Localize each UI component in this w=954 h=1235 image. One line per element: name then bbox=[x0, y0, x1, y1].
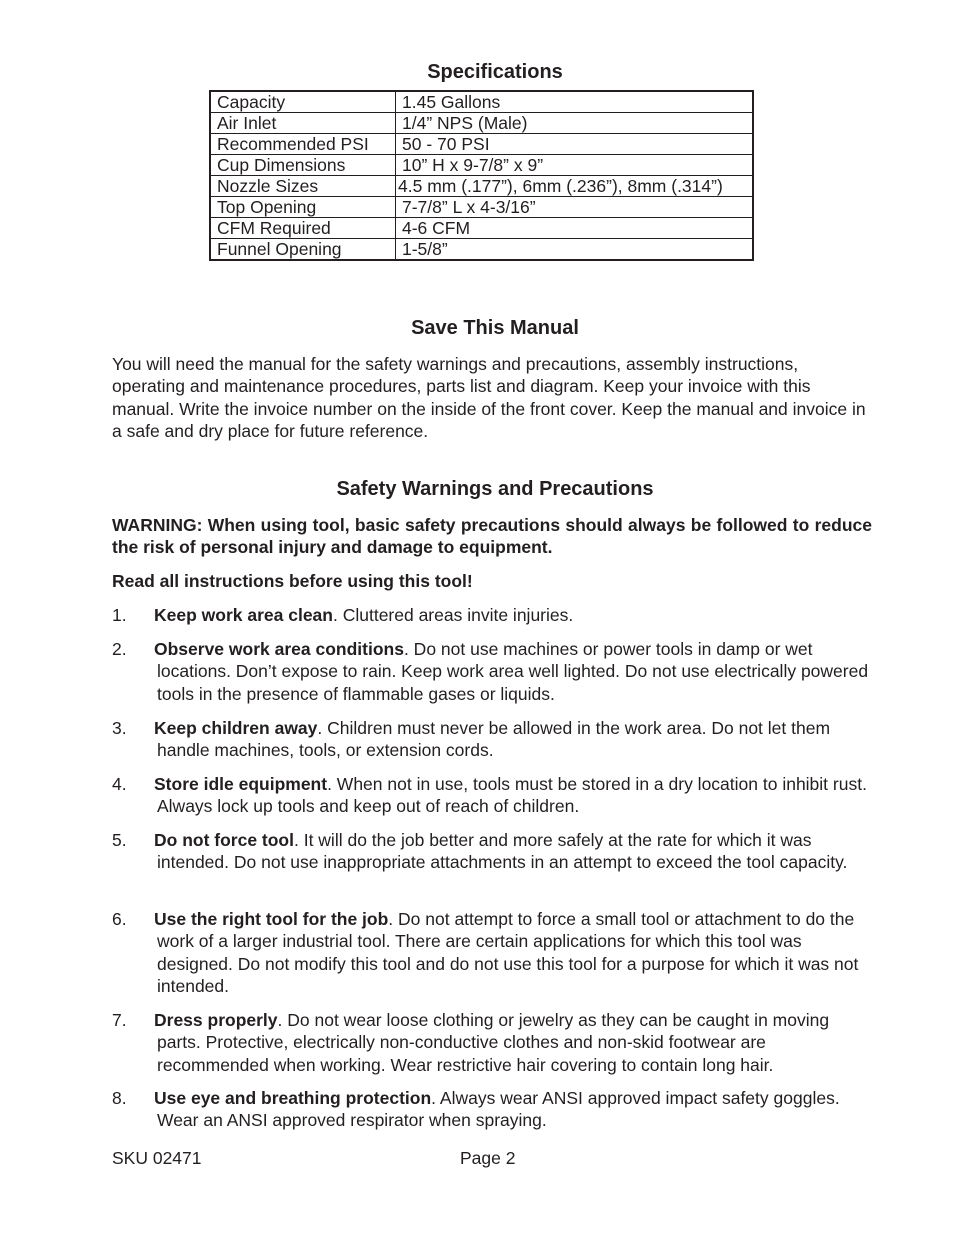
item-body bbox=[112, 908, 872, 998]
list-item bbox=[112, 717, 872, 762]
table-row bbox=[210, 239, 753, 261]
save-manual-heading: Save This Manual bbox=[411, 317, 579, 339]
spec-value: 50 - 70 PSI bbox=[396, 134, 754, 155]
item-number: 7. bbox=[112, 1010, 127, 1030]
spec-label: Capacity bbox=[210, 91, 396, 113]
spec-label: Nozzle Sizes bbox=[210, 176, 396, 197]
item-title: Do not force tool bbox=[154, 830, 294, 850]
warning-text: WARNING: When using tool, basic safety precautions should always be followed to reduce the risk of personal injury and damage to equipment. bbox=[112, 515, 872, 558]
read-instructions-text: Read all instructions before using this tool! bbox=[112, 571, 473, 591]
list-item bbox=[112, 829, 872, 874]
item-title: Use the right tool for the job bbox=[154, 909, 389, 929]
list-item bbox=[112, 908, 872, 998]
table-row bbox=[210, 218, 753, 239]
spec-label: Air Inlet bbox=[210, 113, 396, 134]
item-title: Observe work area conditions bbox=[154, 639, 404, 659]
specifications-table bbox=[209, 90, 754, 261]
item-text: . Do not attempt to force a small tool or attachment to do the work of a larger industrial tool. There are certain applications for which this tool was designed. Do not modify this tool and do not use this tool for a purpose for which it was not intended. bbox=[157, 909, 859, 997]
item-body bbox=[112, 1087, 872, 1132]
spec-value: 10” H x 9-7/8” x 9” bbox=[396, 155, 754, 176]
spec-value: 4-6 CFM bbox=[396, 218, 754, 239]
spec-label: CFM Required bbox=[210, 218, 396, 239]
specifications-heading: Specifications bbox=[427, 61, 563, 83]
table-row bbox=[210, 113, 753, 134]
item-text: . Cluttered areas invite injuries. bbox=[332, 605, 574, 625]
item-text: . Do not wear loose clothing or jewelry as they can be caught in moving parts. Protective, electrically non-conductive clothes and non-skid footwear are recommended when working. Wear restrictive hair covering to contain long hair. bbox=[157, 1010, 830, 1075]
item-body bbox=[112, 829, 872, 874]
spec-label: Top Opening bbox=[210, 197, 396, 218]
item-body bbox=[112, 604, 872, 626]
spec-label: Funnel Opening bbox=[210, 239, 396, 261]
item-title: Dress properly bbox=[154, 1010, 278, 1030]
item-body bbox=[112, 773, 872, 818]
safety-heading: Safety Warnings and Precautions bbox=[336, 478, 654, 500]
item-number: 4. bbox=[112, 774, 127, 794]
spec-value: 4.5 mm (.177”), 6mm (.236”), 8mm (.314”) bbox=[396, 176, 754, 197]
table-row bbox=[210, 197, 753, 218]
spec-value: 1-5/8” bbox=[396, 239, 754, 261]
list-item bbox=[112, 638, 872, 705]
spec-label: Cup Dimensions bbox=[210, 155, 396, 176]
item-text: . Children must never be allowed in the work area. Do not let them handle machines, tools, or extension cords. bbox=[157, 718, 831, 761]
list-item bbox=[112, 604, 872, 626]
item-title: Store idle equipment bbox=[154, 774, 328, 794]
item-number: 5. bbox=[112, 830, 127, 850]
item-title: Keep children away bbox=[154, 718, 318, 738]
item-title: Use eye and breathing protection bbox=[154, 1088, 432, 1108]
spec-value: 1/4” NPS (Male) bbox=[396, 113, 754, 134]
item-text: . Do not use machines or power tools in damp or wet locations. Don’t expose to rain. Keep work area well lighted. Do not use electrically powered tools in the presence of flammable gases or liquids. bbox=[157, 639, 869, 704]
sku-label: SKU 02471 bbox=[112, 1148, 202, 1168]
spec-value: 1.45 Gallons bbox=[396, 91, 754, 113]
list-item bbox=[112, 1009, 872, 1076]
item-number: 2. bbox=[112, 639, 127, 659]
table-row bbox=[210, 91, 753, 113]
item-body bbox=[112, 1009, 872, 1076]
spec-label: Recommended PSI bbox=[210, 134, 396, 155]
save-manual-text: You will need the manual for the safety warnings and precautions, assembly instructions, operating and maintenance procedures, parts list and diagram. Keep your invoice with this manual. Write the invoice number on the inside of the front cover. Keep the manual and invoice in a safe and dry place for future reference. bbox=[112, 354, 866, 442]
item-number: 1. bbox=[112, 605, 127, 625]
item-number: 3. bbox=[112, 718, 127, 738]
spec-value: 7-7/8” L x 4-3/16” bbox=[396, 197, 754, 218]
item-number: 8. bbox=[112, 1088, 127, 1108]
table-row bbox=[210, 155, 753, 176]
list-item bbox=[112, 773, 872, 818]
list-item bbox=[112, 1087, 872, 1132]
item-text: . It will do the job better and more safely at the rate for which it was intended. Do not use inappropriate attachments in an attempt to exceed the tool capacity. bbox=[157, 830, 848, 873]
page-number: Page 2 bbox=[460, 1148, 516, 1168]
item-body bbox=[112, 638, 872, 705]
item-text: . When not in use, tools must be stored in a dry location to inhibit rust. Always lock up tools and keep out of reach of children. bbox=[157, 774, 867, 817]
item-body bbox=[112, 717, 872, 762]
table-row bbox=[210, 134, 753, 155]
item-number: 6. bbox=[112, 909, 127, 929]
item-title: Keep work area clean bbox=[154, 605, 333, 625]
item-text: . Always wear ANSI approved impact safety goggles. Wear an ANSI approved respirator when spraying. bbox=[157, 1088, 840, 1131]
table-row bbox=[210, 176, 753, 197]
